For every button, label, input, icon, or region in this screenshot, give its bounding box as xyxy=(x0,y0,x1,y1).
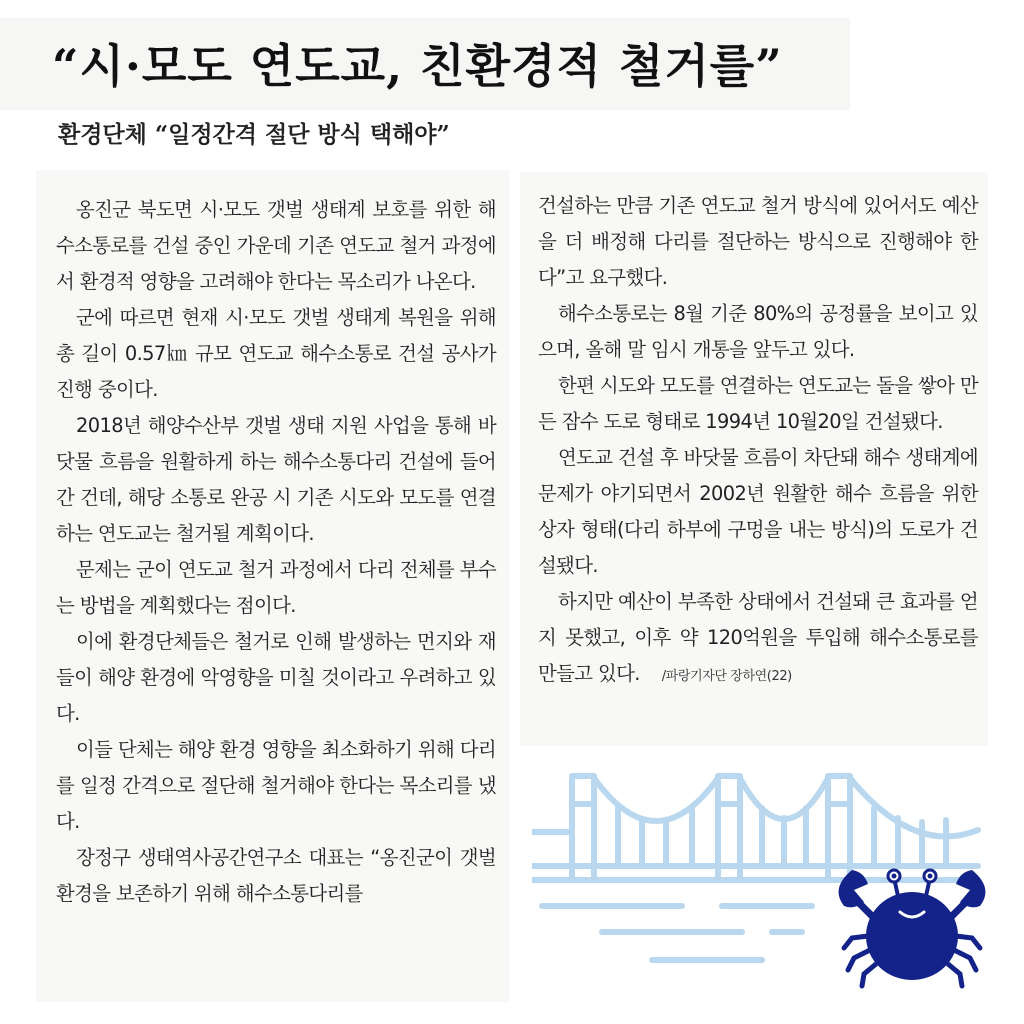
paragraph-last xyxy=(538,584,978,695)
paragraph: 해수소통로는 8월 기준 80%의 공정률을 보이고 있으며, 올해 말 임시 개통을 앞두고 있다. xyxy=(538,302,978,361)
paragraph: 옹진군 북도면 시·모도 갯벌 생태계 보호를 위한 해수소통로를 건설 중인 가운데 기존 연도교 철거 과정에서 환경적 영향을 고려해야 한다는 목소리가 나온다. xyxy=(56,198,496,293)
paragraph: 군에 따르면 현재 시·모도 갯벌 생태계 복원을 위해 총 길이 0.57㎞ 규모 연도교 해수소통로 건설 공사가 진행 중이다. xyxy=(56,306,496,401)
article-column-right xyxy=(520,172,988,746)
paragraph: 연도교 건설 후 바닷물 흐름이 차단돼 해수 생태계에 문제가 야기되면서 2002년 원활한 해수 흐름을 위한 상자 형태(다리 하부에 구멍을 내는 방식)의 도로가 건설됐다. xyxy=(538,446,978,577)
bridge-crab-illustration xyxy=(532,760,992,1000)
paragraph: 건설하는 만큼 기존 연도교 철거 방식에 있어서도 예산을 더 배정해 다리를 절단하는 방식으로 진행해야 한다”고 요구했다. xyxy=(538,194,978,289)
headline: “시·모도 연도교, 친환경적 철거를” xyxy=(52,39,783,93)
paragraph: 이에 환경단체들은 철거로 인해 발생하는 먼지와 재들이 해양 환경에 악영향을 미칠 것이라고 우려하고 있다. xyxy=(56,630,496,725)
paragraph: 문제는 군이 연도교 철거 과정에서 다리 전체를 부수는 방법을 계획했다는 점이다. xyxy=(56,558,496,617)
crab-icon xyxy=(839,870,986,986)
subheadline: 환경단체 “일정간격 절단 방식 택해야” xyxy=(58,121,450,148)
paragraph: 2018년 해양수산부 갯벌 생태 지원 사업을 통해 바닷물 흐름을 원활하게 하는 해수소통다리 건설에 들어간 건데, 해당 소통로 완공 시 기존 시도와 모도를 연결하는 연도교는 철거될 계획이다. xyxy=(56,414,496,545)
paragraph: 장정구 생태역사공간연구소 대표는 “옹진군이 갯벌 환경을 보존하기 위해 해수소통다리를 xyxy=(56,846,496,905)
paragraph: 한편 시도와 모도를 연결하는 연도교는 돌을 쌓아 만든 잠수 도로 형태로 1994년 10월20일 건설됐다. xyxy=(538,374,978,433)
article-column-left xyxy=(36,170,510,1002)
paragraph-text: 하지만 예산이 부족한 상태에서 건설돼 큰 효과를 얻지 못했고, 이후 약 120억원을 투입해 해수소통로를 만들고 있다. xyxy=(538,590,978,685)
byline: /파랑기자단 장하연(22) xyxy=(661,669,792,684)
paragraph: 이들 단체는 해양 환경 영향을 최소화하기 위해 다리를 일정 간격으로 절단해 철거해야 한다는 목소리를 냈다. xyxy=(56,738,496,833)
